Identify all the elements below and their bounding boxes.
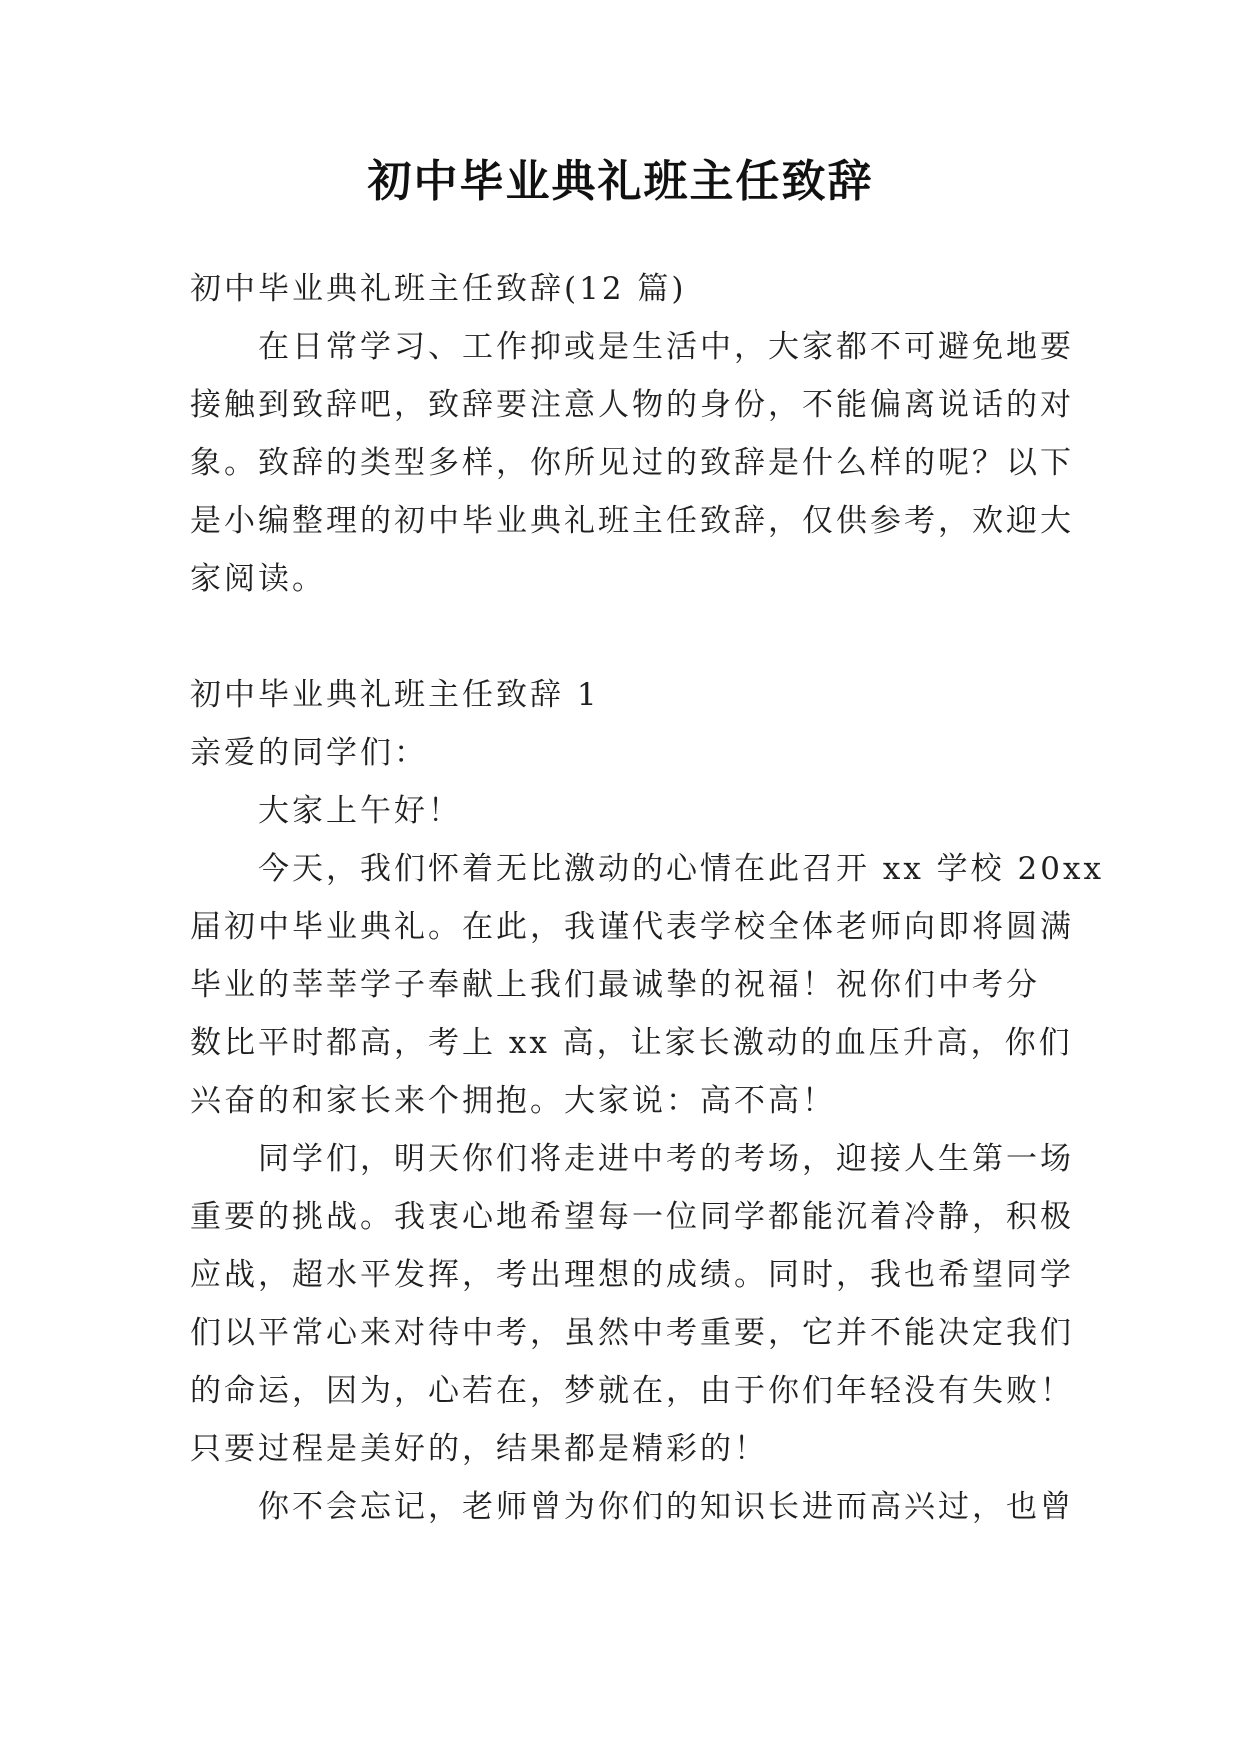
section-heading: 初中毕业典礼班主任致辞 1	[190, 677, 600, 713]
intro-line: 在日常学习、工作抑或是生活中，大家都不可避免地要	[258, 329, 1074, 365]
intro-line: 家阅读。	[190, 561, 326, 597]
intro-line: 象。致辞的类型多样，你所见过的致辞是什么样的呢？以下	[190, 445, 1074, 481]
paragraph-line: 今天，我们怀着无比激动的心情在此召开 xx 学校 20xx	[258, 851, 1104, 887]
greeting: 大家上午好！	[258, 793, 462, 829]
salutation: 亲爱的同学们：	[190, 735, 428, 771]
paragraph-line: 你不会忘记，老师曾为你们的知识长进而高兴过，也曾	[258, 1489, 1074, 1525]
document-body	[190, 260, 1104, 1536]
document-title: 初中毕业典礼班主任致辞	[367, 156, 874, 207]
paragraph-line: 届初中毕业典礼。在此，我谨代表学校全体老师向即将圆满	[190, 909, 1074, 945]
paragraph-line: 重要的挑战。我衷心地希望每一位同学都能沉着冷静，积极	[190, 1199, 1074, 1235]
intro-line: 接触到致辞吧，致辞要注意人物的身份，不能偏离说话的对	[190, 387, 1074, 423]
paragraph-line: 数比平时都高，考上 xx 高，让家长激动的血压升高，你们	[190, 1025, 1073, 1061]
paragraph-line: 只要过程是美好的，结果都是精彩的！	[190, 1431, 768, 1467]
paragraph-line: 兴奋的和家长来个拥抱。大家说：高不高！	[190, 1083, 836, 1119]
speech-paragraph-2	[190, 1130, 1074, 1478]
paragraph-line: 应战，超水平发挥，考出理想的成绩。同时，我也希望同学	[190, 1257, 1074, 1293]
speech-paragraph-1	[190, 840, 1104, 1130]
speech-paragraph-3	[190, 1478, 1074, 1536]
paragraph-line: 毕业的莘莘学子奉献上我们最诚挚的祝福！祝你们中考分	[190, 967, 1040, 1003]
intro-line: 是小编整理的初中毕业典礼班主任致辞，仅供参考，欢迎大	[190, 503, 1074, 539]
intro-heading: 初中毕业典礼班主任致辞(12 篇)	[190, 271, 687, 307]
intro-paragraph	[190, 318, 1074, 608]
paragraph-line: 的命运，因为，心若在，梦就在，由于你们年轻没有失败！	[190, 1373, 1074, 1409]
section-spacer	[190, 608, 1060, 666]
paragraph-line: 同学们，明天你们将走进中考的考场，迎接人生第一场	[258, 1141, 1074, 1177]
paragraph-line: 们以平常心来对待中考，虽然中考重要，它并不能决定我们	[190, 1315, 1074, 1351]
